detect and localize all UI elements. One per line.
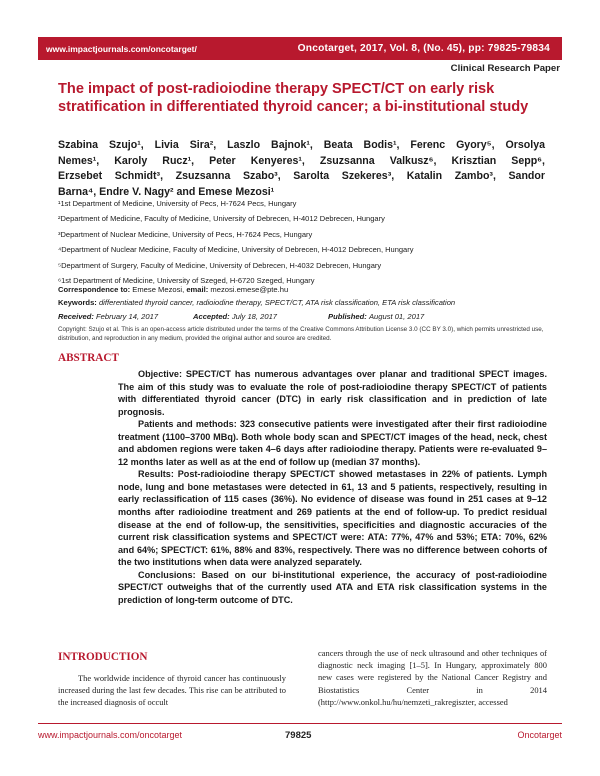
abstract-body xyxy=(118,368,547,606)
article-title: The impact of post-radioiodine therapy SPECT/CT on early risk stratification in differentiated thyroid cancer; a bi-institutional study xyxy=(58,81,529,115)
affiliation: ⁴Department of Nuclear Medicine, Faculty of Medicine, University of Debrecen, H-4012 Debrecen, Hungary xyxy=(58,245,414,255)
abstract-paragraph: Conclusions: Based on our bi-institutional experience, the accuracy of post-radioiodine SPECT/CT outweighs that of the currently used ATA and ETA risk classification systems in the prediction of long-term outcome of DTC. xyxy=(118,569,547,605)
article-type: Clinical Research Paper xyxy=(450,63,560,74)
accepted-label: Accepted: xyxy=(193,312,230,321)
affiliation: ³Department of Nuclear Medicine, University of Pecs, H-7624 Pecs, Hungary xyxy=(58,229,313,239)
article-dates xyxy=(58,312,548,321)
affiliation: ¹1st Department of Medicine, University of Pecs, H-7624 Pecs, Hungary xyxy=(58,199,297,208)
author-line: Erzsebet Schmidt³, Zsuzsanna Szabo³, Sarolta Szekeres³, Katalin Zambo³, Sandor xyxy=(58,170,545,183)
footer-journal-name: Oncotarget xyxy=(517,730,562,740)
introduction-heading: INTRODUCTION xyxy=(58,651,148,663)
introduction-column-left: The worldwide incidence of thyroid cancer has continuously increased during the last few decades. This rise can be attributed to the increased diagnosis of occult xyxy=(58,673,286,708)
header-journal-url[interactable]: www.impactjournals.com/oncotarget/ xyxy=(46,43,197,54)
received-label: Received: xyxy=(58,312,94,321)
abstract-paragraph: Objective: SPECT/CT has numerous advantages over planar and traditional SPECT images. The aim of this study was to evaluate the role of post-radioiodine therapy SPECT/CT of patients with differentiated thyroid cancer (DTC) in early risk classification and in prediction of late prognosis. xyxy=(118,369,547,417)
author-line: Barna⁴, Endre V. Nagy² and Emese Mezosi¹ xyxy=(58,186,275,199)
journal-header-bar xyxy=(38,37,562,60)
affiliations xyxy=(58,196,548,288)
abstract-paragraph: Results: Post-radioiodine therapy SPECT/CT showed metastases in 22% of patients. Lymph node, lung and bone metastases were detected in 61, 13 and 5 patients, respectively, resulting in early reclassification of 115 cases (36%). No evidence of disease was found in 251 cases at 9–12 months after radioiodine treatment and 269 patients at the end of follow-up. To predict residual disease at the end of follow-up, the sensitivities, specificities and diagnostic accuracies of the current risk classification systems and SPECT/CT were: ATA: 77%, 47% and 53%; ETA: 70%, 62% and 64%; SPECT/CT: 61%, 88% and 83%, respectively. There was no difference between cohorts of the two institutions when data were analyzed separately. xyxy=(118,469,547,568)
published-date: August 01, 2017 xyxy=(368,312,425,321)
introduction-column-right: cancers through the use of neck ultrasound and other techniques of diagnostic neck imaging [1–5]. In Hungary, approximately 800 new cases were registered by the National Cancer Registry and Biostatistics Center in 2014 (http://www.onkol.hu/hu/nemzeti_rakregiszter, accessed xyxy=(318,648,547,707)
page-number: 79825 xyxy=(285,730,312,741)
affiliation: ²Department of Medicine, Faculty of Medicine, University of Debrecen, H-4012 Debrecen, Hungary xyxy=(58,214,385,224)
email-label: email: xyxy=(186,285,209,294)
footer-divider xyxy=(38,723,562,724)
author-line: Nemes¹, Karoly Rucz¹, Peter Kenyeres¹, Zsuzsanna Valkusz⁶, Krisztian Sepp⁶, xyxy=(58,154,545,167)
affiliation: ⁵Department of Surgery, Faculty of Medicine, University of Debrecen, H-4032 Debrecen, Hungary xyxy=(58,260,382,270)
accepted-date: July 18, 2017 xyxy=(231,312,278,321)
footer-journal-url[interactable]: www.impactjournals.com/oncotarget xyxy=(38,730,183,740)
correspondence-name: Emese Mezosi, xyxy=(132,285,185,294)
received-date: February 14, 2017 xyxy=(96,312,159,321)
keywords xyxy=(58,298,548,307)
correspondence xyxy=(58,285,548,294)
copyright-notice: Copyright: Szujo et al. This is an open-access article distributed under the terms of the Creative Commons Attribution License 3.0 (CC BY 3.0), which permits unrestricted use, distribution, and reproduction in any medium, provided the original author and source are credited. xyxy=(58,326,544,342)
published-label: Published: xyxy=(328,312,367,321)
author-line: Szabina Szujo¹, Livia Sira², Laszlo Bajnok¹, Beata Bodis¹, Ferenc Gyory⁵, Orsolya xyxy=(58,139,545,151)
keywords-text: differentiated thyroid cancer, radioiodine therapy, SPECT/CT, ATA risk classification, ETA risk classification xyxy=(98,298,456,307)
keywords-label: Keywords: xyxy=(58,298,97,307)
correspondence-label: Correspondence to: xyxy=(58,285,131,294)
abstract-heading: ABSTRACT xyxy=(58,352,119,364)
affiliation: ⁶1st Department of Medicine, University of Szeged, H-6720 Szeged, Hungary xyxy=(58,276,315,286)
header-citation: Oncotarget, 2017, Vol. 8, (No. 45), pp: 79825-79834 xyxy=(297,43,550,54)
abstract-paragraph: Patients and methods: 323 consecutive patients were investigated after their first radioiodine treatment (1100–3700 MBq). Both whole body scan and SPECT/CT images of the head, neck, chest and abdomen regions were taken 4–6 days after radioiodine therapy. Patients were re-evaluated 9–12 months later as well as at the end of follow up (median 37 months). xyxy=(118,419,547,467)
correspondence-email[interactable]: mezosi.emese@pte.hu xyxy=(210,285,289,294)
